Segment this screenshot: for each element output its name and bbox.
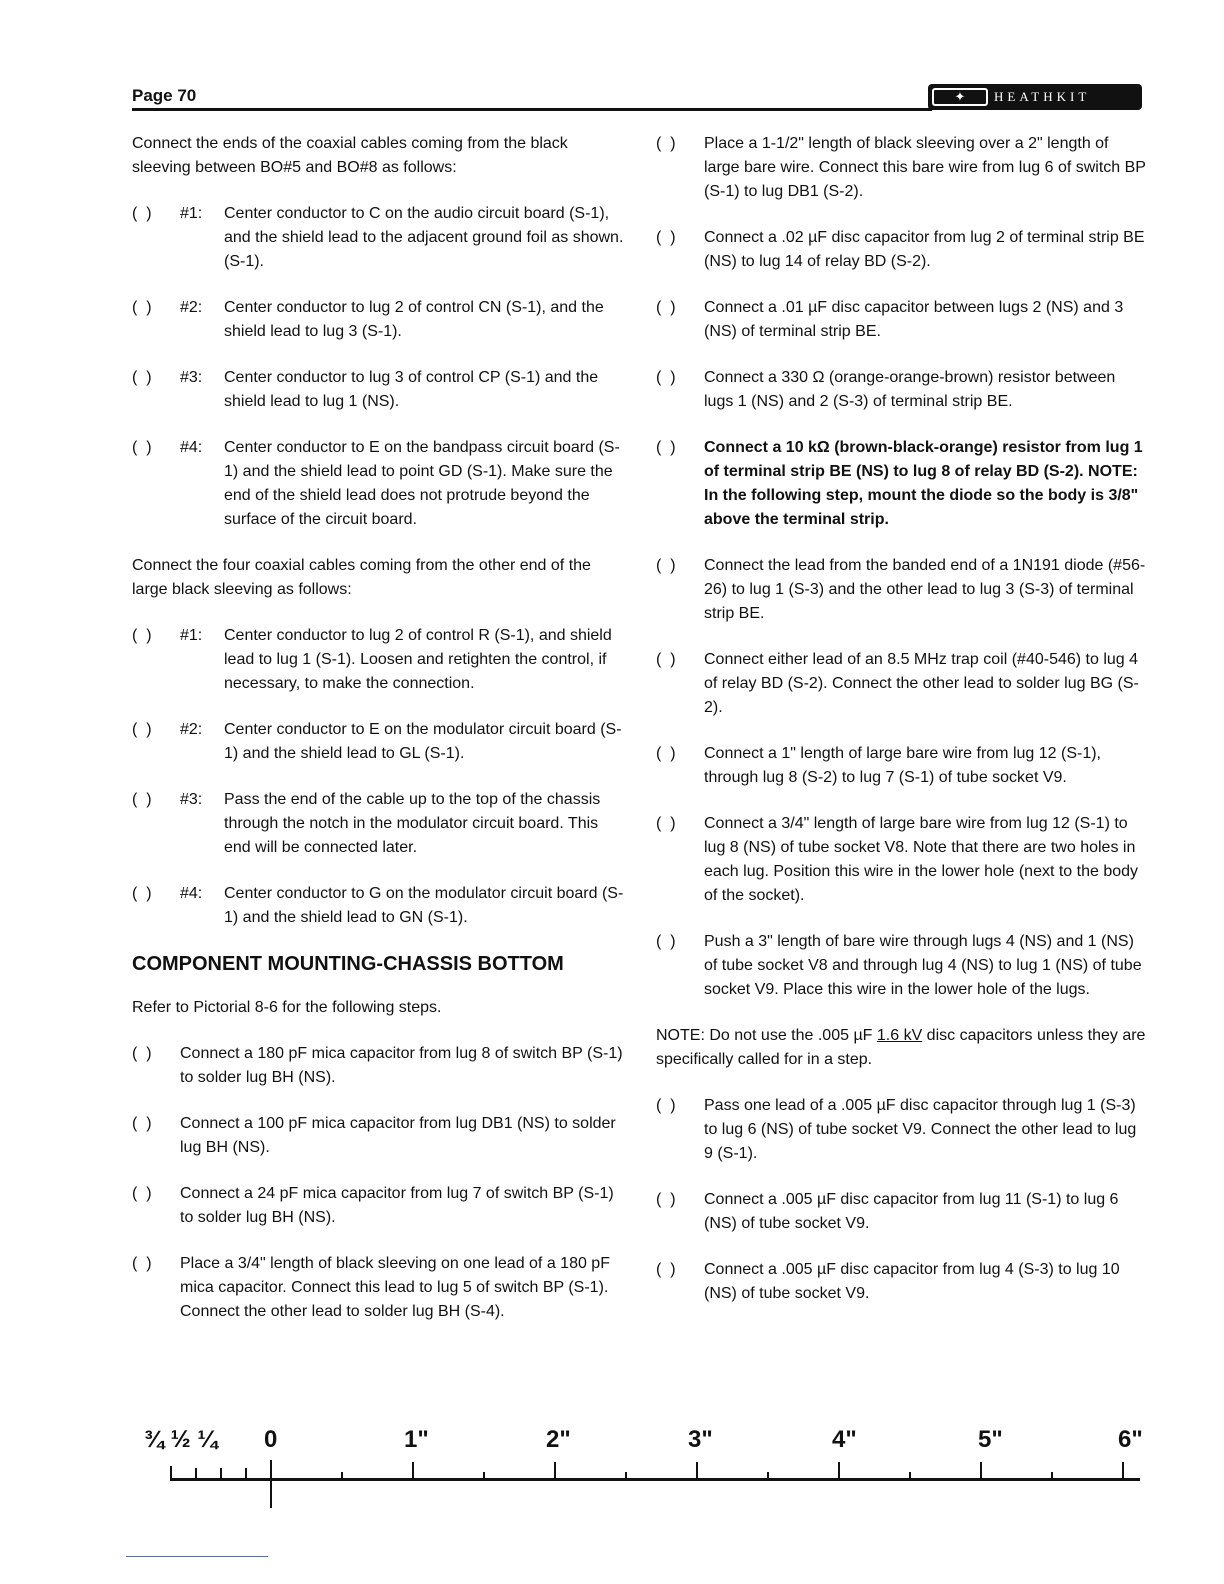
assembly-step bbox=[656, 930, 1148, 1002]
coax-step bbox=[132, 718, 624, 766]
note-text-pre: NOTE: Do not use the .005 µF bbox=[656, 1027, 877, 1044]
checkbox[interactable]: ( ) bbox=[656, 745, 676, 762]
step-text: Center conductor to E on the bandpass circuit board (S-1) and the shield lead to point GD (S-1). Make sure the end of the shield lead does not protrude beyond the surface of the circuit board. bbox=[224, 439, 620, 528]
ruler-label-0: 0 bbox=[264, 1426, 278, 1453]
ruler-half-tick bbox=[909, 1472, 911, 1480]
step-text: Connect a 3/4" length of large bare wire from lug 12 (S-1) to lug 8 (NS) of tube socket V8. Note that there are two holes in each lug. Position this wire in the lower hole (next to the body of the socket). bbox=[704, 815, 1139, 904]
left-column bbox=[132, 132, 624, 1346]
ruler-baseline bbox=[170, 1478, 1140, 1481]
step-text: Connect a 1" length of large bare wire from lug 12 (S-1), through lug 8 (S-2) to lug 7 (S-1) of tube socket V9. bbox=[704, 745, 1101, 786]
header-rule bbox=[132, 108, 932, 111]
ruler-label-2: 2" bbox=[546, 1426, 571, 1453]
ruler-half-tick bbox=[767, 1472, 769, 1480]
step-number: #2: bbox=[180, 721, 203, 738]
coax-step bbox=[132, 366, 624, 414]
checkbox[interactable]: ( ) bbox=[132, 721, 152, 738]
page-header bbox=[132, 84, 1142, 114]
checkbox[interactable]: ( ) bbox=[656, 135, 676, 152]
step-number: #4: bbox=[180, 439, 203, 456]
ruler-inch-tick bbox=[1122, 1462, 1124, 1480]
assembly-step bbox=[656, 812, 1148, 908]
checkbox[interactable]: ( ) bbox=[132, 1045, 152, 1062]
checkbox[interactable]: ( ) bbox=[656, 439, 676, 456]
step-text: Place a 1-1/2" length of black sleeving over a 2" length of large bare wire. Connect this bare wire from lug 6 of switch BP (S-1) to lug DB1 (S-2). bbox=[704, 135, 1146, 200]
coax-step bbox=[132, 788, 624, 860]
ruler-fraction-tick bbox=[245, 1468, 247, 1480]
step-number: #2: bbox=[180, 299, 203, 316]
step-text: Place a 3/4" length of black sleeving on one lead of a 180 pF mica capacitor. Connect this lead to lug 5 of switch BP (S-1). Connect the other lead to solder lug BH (S-4). bbox=[180, 1255, 610, 1320]
assembly-step bbox=[656, 226, 1148, 274]
coax-step bbox=[132, 624, 624, 696]
checkbox[interactable]: ( ) bbox=[656, 369, 676, 386]
step-number: #3: bbox=[180, 791, 203, 808]
ruler-label-3: 3" bbox=[688, 1426, 713, 1453]
capacitor-note bbox=[656, 1024, 1148, 1072]
checkbox[interactable]: ( ) bbox=[132, 205, 152, 222]
step-text: Connect a 10 kΩ (brown-black-orange) resistor from lug 1 of terminal strip BE (NS) to lug 8 of relay BD (S-2). NOTE: In the following step, mount the diode so the body is 3/8" above the terminal strip. bbox=[704, 439, 1143, 528]
checkbox[interactable]: ( ) bbox=[132, 791, 152, 808]
ruler-fraction-tick bbox=[170, 1466, 172, 1480]
assembly-step bbox=[132, 1042, 624, 1090]
ruler-inch-tick bbox=[838, 1462, 840, 1480]
step-text: Center conductor to lug 3 of control CP (S-1) and the shield lead to lug 1 (NS). bbox=[224, 369, 599, 410]
step-text: Connect a 330 Ω (orange-orange-brown) resistor between lugs 1 (NS) and 2 (S-3) of terminal strip BE. bbox=[704, 369, 1116, 410]
coax-step bbox=[132, 882, 624, 930]
assembly-step bbox=[656, 1258, 1148, 1306]
refer-paragraph: Refer to Pictorial 8-6 for the following steps. bbox=[132, 999, 442, 1016]
checkbox[interactable]: ( ) bbox=[132, 885, 152, 902]
checkbox[interactable]: ( ) bbox=[656, 1261, 676, 1278]
ruler-label-5: 5" bbox=[978, 1426, 1003, 1453]
assembly-step bbox=[656, 132, 1148, 204]
checkbox[interactable]: ( ) bbox=[132, 627, 152, 644]
assembly-step bbox=[656, 1188, 1148, 1236]
assembly-step bbox=[132, 1112, 624, 1160]
footer-link-line bbox=[126, 1556, 268, 1557]
ruler-half-tick bbox=[483, 1472, 485, 1480]
ruler-label-1: 1" bbox=[404, 1426, 429, 1453]
checkbox[interactable]: ( ) bbox=[656, 815, 676, 832]
note-voltage: 1.6 kV bbox=[876, 1027, 923, 1044]
checkbox[interactable]: ( ) bbox=[132, 299, 152, 316]
checkbox[interactable]: ( ) bbox=[656, 1097, 676, 1114]
ruler-inch-tick bbox=[554, 1462, 556, 1480]
logo-text: HEATHKIT bbox=[994, 89, 1091, 104]
checkbox[interactable]: ( ) bbox=[656, 299, 676, 316]
assembly-step bbox=[656, 742, 1148, 790]
step-text: Pass one lead of a .005 µF disc capacitor through lug 1 (S-3) to lug 6 (NS) of tube socket V9. Connect the other lead to lug 9 (S-1). bbox=[704, 1097, 1137, 1162]
step-number: #3: bbox=[180, 369, 203, 386]
checkbox[interactable]: ( ) bbox=[132, 439, 152, 456]
step-text: Center conductor to G on the modulator circuit board (S-1) and the shield lead to GN (S-1). bbox=[224, 885, 624, 926]
checkbox[interactable]: ( ) bbox=[656, 557, 676, 574]
assembly-step bbox=[656, 366, 1148, 414]
step-text: Connect a .005 µF disc capacitor from lug 4 (S-3) to lug 10 (NS) of tube socket V9. bbox=[704, 1261, 1120, 1302]
step-text: Center conductor to lug 2 of control R (S-1), and shield lead to lug 1 (S-1). Loosen and retighten the control, if necessary, to make the connection. bbox=[224, 627, 612, 692]
step-text: Connect a .02 µF disc capacitor from lug 2 of terminal strip BE (NS) to lug 14 of relay BD (S-2). bbox=[704, 229, 1145, 270]
ruler-zero-tick bbox=[270, 1460, 272, 1508]
step-text: Center conductor to E on the modulator circuit board (S-1) and the shield lead to GL (S-1). bbox=[224, 721, 622, 762]
step-text: Center conductor to lug 2 of control CN (S-1), and the shield lead to lug 3 (S-1). bbox=[224, 299, 604, 340]
assembly-step bbox=[132, 1182, 624, 1230]
ruler-label-6: 6" bbox=[1118, 1426, 1143, 1453]
checkbox[interactable]: ( ) bbox=[656, 933, 676, 950]
step-text: Connect a 24 pF mica capacitor from lug 7 of switch BP (S-1) to solder lug BH (NS). bbox=[180, 1185, 614, 1226]
step-text: Connect a 180 pF mica capacitor from lug 8 of switch BP (S-1) to solder lug BH (NS). bbox=[180, 1045, 623, 1086]
step-text: Connect a .01 µF disc capacitor between lugs 2 (NS) and 3 (NS) of terminal strip BE. bbox=[704, 299, 1124, 340]
step-text: Center conductor to C on the audio circuit board (S-1), and the shield lead to the adjacent ground foil as shown. (S-1). bbox=[224, 205, 624, 270]
step-number: #4: bbox=[180, 885, 203, 902]
step-number: #1: bbox=[180, 627, 203, 644]
coax-step bbox=[132, 296, 624, 344]
ruler-label-fractions: ¾ ½ ¼ bbox=[144, 1426, 218, 1453]
assembly-step bbox=[656, 554, 1148, 626]
checkbox[interactable]: ( ) bbox=[132, 1185, 152, 1202]
checkbox[interactable]: ( ) bbox=[656, 1191, 676, 1208]
intro-paragraph-2: Connect the four coaxial cables coming from the other end of the large black sleeving as follows: bbox=[132, 557, 591, 598]
ruler-label-4: 4" bbox=[832, 1426, 857, 1453]
step-text: Push a 3" length of bare wire through lugs 4 (NS) and 1 (NS) of tube socket V8 and through lug 4 (NS) to lug 1 (NS) of tube socket V9. Place this wire in the lower hole of the lugs. bbox=[704, 933, 1142, 998]
note-text-post: disc capacitors unless they are specifically called for in a step. bbox=[656, 1027, 1146, 1068]
page-number: Page 70 bbox=[132, 86, 197, 105]
section-heading: COMPONENT MOUNTING-CHASSIS BOTTOM bbox=[132, 953, 564, 975]
checkbox[interactable]: ( ) bbox=[132, 369, 152, 386]
logo-emblem-icon: ✦ bbox=[932, 88, 988, 106]
ruler-inch-tick bbox=[412, 1462, 414, 1480]
step-number: #1: bbox=[180, 205, 203, 222]
heathkit-logo bbox=[928, 84, 1142, 110]
step-text: Connect the lead from the banded end of a 1N191 diode (#56-26) to lug 1 (S-3) and the other lead to lug 3 (S-3) of terminal strip BE. bbox=[704, 557, 1146, 622]
assembly-step bbox=[132, 1252, 624, 1324]
ruler-inch-tick bbox=[696, 1462, 698, 1480]
intro-paragraph-1: Connect the ends of the coaxial cables coming from the black sleeving between BO#5 and BO#8 as follows: bbox=[132, 135, 568, 176]
ruler-inch-tick bbox=[980, 1462, 982, 1480]
step-text: Connect a 100 pF mica capacitor from lug DB1 (NS) to solder lug BH (NS). bbox=[180, 1115, 616, 1156]
ruler-fraction-tick bbox=[220, 1468, 222, 1480]
ruler-half-tick bbox=[341, 1472, 343, 1480]
checkbox[interactable]: ( ) bbox=[132, 1115, 152, 1132]
inch-ruler bbox=[140, 1426, 1160, 1516]
ruler-half-tick bbox=[625, 1472, 627, 1480]
coax-step bbox=[132, 202, 624, 274]
assembly-step bbox=[656, 1094, 1148, 1166]
checkbox[interactable]: ( ) bbox=[656, 229, 676, 246]
assembly-step bbox=[656, 648, 1148, 720]
step-text: Connect a .005 µF disc capacitor from lug 11 (S-1) to lug 6 (NS) of tube socket V9. bbox=[704, 1191, 1119, 1232]
checkbox[interactable]: ( ) bbox=[656, 651, 676, 668]
resistor-step bbox=[656, 436, 1148, 532]
step-text: Connect either lead of an 8.5 MHz trap coil (#40-546) to lug 4 of relay BD (S-2). Connect the other lead to solder lug BG (S-2). bbox=[704, 651, 1139, 716]
ruler-fraction-tick bbox=[195, 1468, 197, 1480]
assembly-step bbox=[656, 296, 1148, 344]
checkbox[interactable]: ( ) bbox=[132, 1255, 152, 1272]
step-text: Pass the end of the cable up to the top of the chassis through the notch in the modulator circuit board. This end will be connected later. bbox=[224, 791, 601, 856]
ruler-half-tick bbox=[1051, 1472, 1053, 1480]
coax-step bbox=[132, 436, 624, 532]
right-column bbox=[656, 132, 1148, 1328]
